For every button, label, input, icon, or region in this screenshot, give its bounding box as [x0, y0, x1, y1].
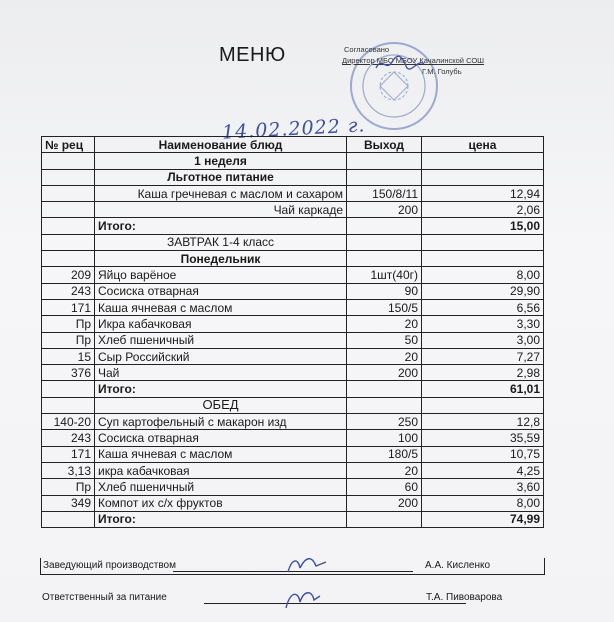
dish-price: 2,98 [422, 365, 544, 381]
dish-price: 10,75 [422, 446, 544, 462]
dish-output: 20 [347, 462, 422, 478]
section-heading-row [42, 397, 544, 413]
recipe-num: 171 [42, 299, 95, 315]
dish-output: 50 [347, 332, 422, 348]
approval-line-2: Директор МБО МБОУ Качалинской СОШ [342, 56, 485, 65]
dish-name: Компот их с/х фруктов [95, 495, 347, 511]
dish-output: 250 [347, 414, 422, 430]
director-signature [372, 52, 428, 74]
dish-output: 150/5 [347, 299, 422, 315]
recipe-num: 171 [42, 446, 95, 462]
dish-name: Икра кабачковая [95, 316, 347, 332]
dish-name: икра кабачковая [95, 462, 347, 478]
menu-table-container [41, 136, 543, 560]
dish-name: Хлеб пшеничный [95, 479, 347, 495]
recipe-num: 243 [42, 430, 95, 446]
section-heading-row [42, 169, 544, 185]
table-row [42, 430, 544, 446]
table-row [42, 283, 544, 299]
total-value: 15,00 [422, 218, 544, 234]
dish-name: Сосиска отварная [95, 430, 347, 446]
breakfast-heading: ЗАВТРАК 1-4 класс [95, 234, 347, 250]
total-row [42, 511, 544, 527]
recipe-num: 209 [42, 267, 95, 283]
dish-name: Сыр Российский [95, 348, 347, 364]
dish-name: Чай [95, 365, 347, 381]
dish-price: 3,60 [422, 479, 544, 495]
dish-name: Суп картофельный с макарон изд [95, 414, 347, 430]
recipe-num: 3,13 [42, 462, 95, 478]
dish-price: 2,06 [422, 202, 544, 218]
week-label: 1 неделя [95, 153, 347, 169]
approval-line-3: Г.М. Голубь [422, 67, 462, 76]
dish-price: 35,59 [422, 430, 544, 446]
recipe-num [42, 185, 95, 201]
dish-name: Хлеб пшеничный [95, 332, 347, 348]
table-row [42, 348, 544, 364]
total-value: 74,99 [422, 511, 544, 527]
recipe-num [42, 202, 95, 218]
total-label: Итого: [95, 381, 347, 397]
responsible-signature [278, 584, 326, 612]
handwritten-date: 14.02.2022 г. [221, 114, 366, 144]
table-row [42, 414, 544, 430]
recipe-num: Пр [42, 316, 95, 332]
manager-name: А.А. Кисленко [425, 560, 491, 571]
dish-price: 12,94 [422, 185, 544, 201]
recipe-num: 243 [42, 283, 95, 299]
dish-price: 3,30 [422, 316, 544, 332]
table-row [42, 299, 544, 315]
dish-name: Каша гречневая с маслом и сахаром [95, 185, 347, 201]
col-header-price: цена [422, 137, 544, 153]
col-header-output: Выход [347, 137, 422, 153]
lgot-heading: Льготное питание [95, 169, 347, 185]
table-row [42, 332, 544, 348]
recipe-num: Пр [42, 479, 95, 495]
dish-output: 20 [347, 316, 422, 332]
dish-output: 200 [347, 495, 422, 511]
manager-signature [282, 552, 332, 576]
day-label: Понедельник [95, 251, 347, 267]
total-label: Итого: [95, 511, 347, 527]
dish-name: Сосиска отварная [95, 283, 347, 299]
dish-output: 100 [347, 430, 422, 446]
table-row [42, 316, 544, 332]
dish-output: 180/5 [347, 446, 422, 462]
total-row [42, 381, 544, 397]
responsible-label: Ответственный за питание [42, 592, 167, 603]
table-row [42, 267, 544, 283]
dish-name: Чай каркаде [95, 202, 347, 218]
week-row [42, 153, 544, 169]
dish-output: 200 [347, 202, 422, 218]
dish-output: 200 [347, 365, 422, 381]
total-label: Итого: [95, 218, 347, 234]
table-row [42, 446, 544, 462]
dish-name: Каша ячневая с маслом [95, 446, 347, 462]
recipe-num: 349 [42, 495, 95, 511]
recipe-num: 376 [42, 365, 95, 381]
day-row [42, 251, 544, 267]
table-row [42, 365, 544, 381]
total-value: 61,01 [422, 381, 544, 397]
total-row [42, 218, 544, 234]
page-title: МЕНЮ [219, 44, 286, 66]
approval-line-1: Согласовано [344, 45, 390, 54]
dish-output: 60 [347, 479, 422, 495]
dish-output: 90 [347, 283, 422, 299]
dish-output: 1шт(40г) [347, 267, 422, 283]
dish-name: Яйцо варёное [95, 267, 347, 283]
section-heading-row [42, 234, 544, 250]
dish-price: 4,25 [422, 462, 544, 478]
table-row [42, 185, 544, 201]
table-row [42, 479, 544, 495]
dish-price: 8,00 [422, 267, 544, 283]
dish-price: 7,27 [422, 348, 544, 364]
responsible-name: Т.А. Пивоварова [426, 592, 503, 603]
dish-price: 6,56 [422, 299, 544, 315]
col-header-recipe: № рец [42, 137, 95, 153]
recipe-num: Пр [42, 332, 95, 348]
dish-price: 12,8 [422, 414, 544, 430]
manager-label: Заведующий производством [43, 560, 176, 571]
table-header-row [42, 137, 544, 153]
col-header-name: Наименование блюд [95, 137, 347, 153]
menu-table [41, 136, 544, 528]
table-row [42, 462, 544, 478]
dish-name: Каша ячневая с маслом [95, 299, 347, 315]
table-row [42, 495, 544, 511]
dish-price: 8,00 [422, 495, 544, 511]
dish-price: 29,90 [422, 283, 544, 299]
recipe-num: 140-20 [42, 414, 95, 430]
recipe-num: 15 [42, 348, 95, 364]
dish-output: 150/8/11 [347, 185, 422, 201]
table-row [42, 202, 544, 218]
dish-output: 20 [347, 348, 422, 364]
lunch-heading: ОБЕД [95, 397, 347, 413]
dish-price: 3,00 [422, 332, 544, 348]
